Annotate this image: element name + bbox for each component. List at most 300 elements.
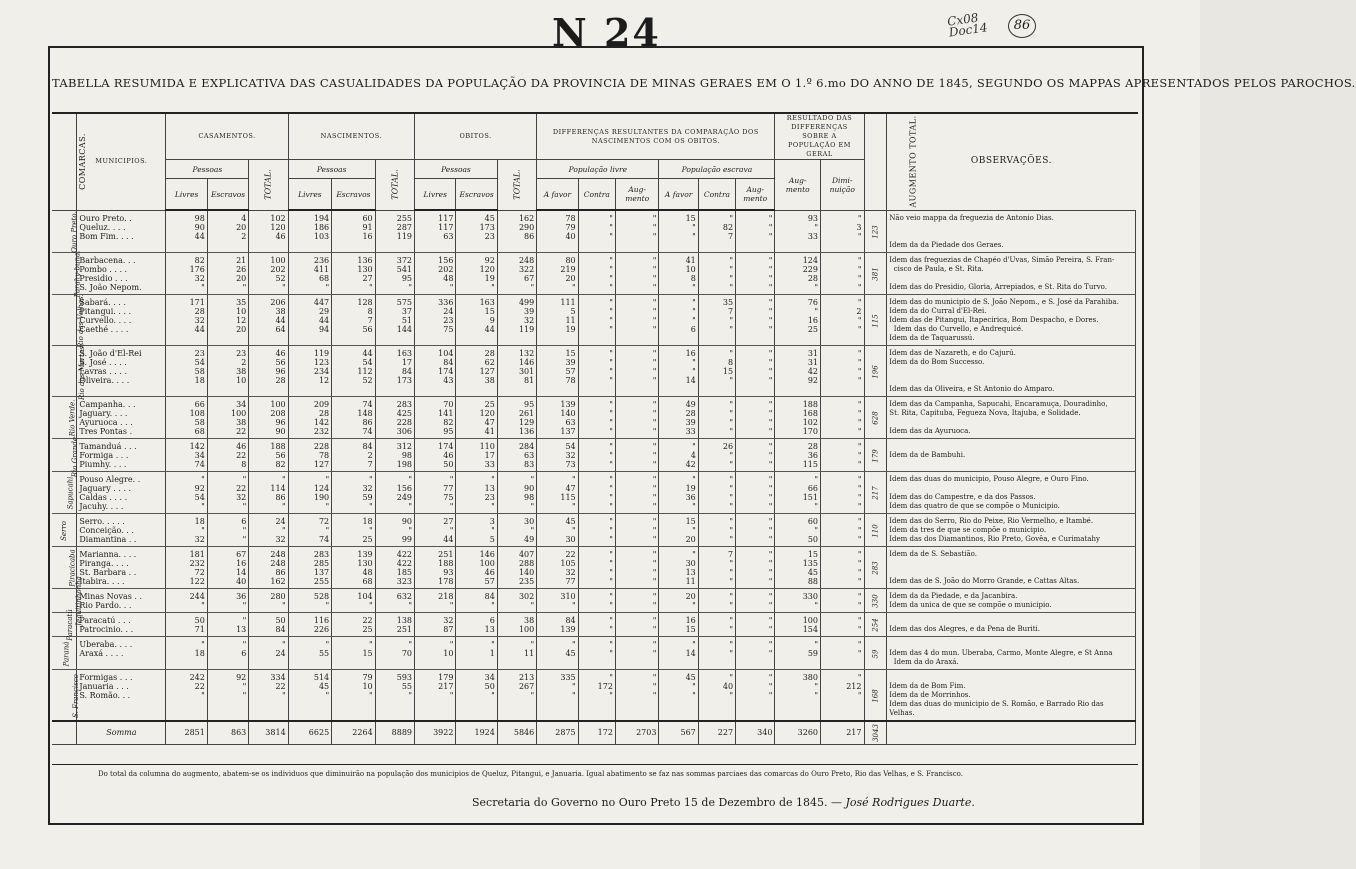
cell-res-diminuicao: " " [821, 588, 865, 612]
header-differencas: DIFFERENÇAS RESULTANTES DA COMPARAÇÃO DOS NASCIMENTOS COM OS OBITOS. [537, 114, 775, 160]
cell-pe-afavor: " 4 42 [659, 438, 698, 471]
cell-pl-afavor: 45 " 30 [537, 513, 578, 546]
cell-nas-livres: 283 285 137 255 [288, 546, 332, 588]
header-nas-escravos: Escravos [332, 179, 376, 211]
cell-nas-livres: 228 78 127 [288, 438, 332, 471]
municipio-list: Tamanduá . . . Formiga . . . Piumhy. . . . [77, 438, 166, 471]
comarca-row [52, 294, 1136, 345]
cell-pl-contra: " " " " [578, 345, 615, 396]
total-res-augmento: 3260 [775, 721, 821, 745]
municipio-list: Pouso Alegre. . Jaguary . . . . Caldas . . . . Jacuhy. . . . [77, 471, 166, 513]
cell-obi-escravos: 3 " 5 [456, 513, 497, 546]
municipio-list: Formigas . . . Januaria . . . S. Romão. . . [77, 669, 166, 721]
cell-pl-contra: " " " [578, 513, 615, 546]
cell-pl-contra: " " " " [578, 252, 615, 294]
cell-nas-escravos: 84 2 7 [332, 438, 376, 471]
cell-pe-augmento: " " " [736, 669, 775, 721]
cell-cas-total: " 24 [249, 636, 288, 669]
cell-observacoes: Idem das do municipio de S. João Nepom., e S. José da Parahiba. Idem da do Curral d'El-Rei. Idem das de Pitangui, Itapecirica, Bom Despacho, e Dores. Idem das do Curvello, e Andrequicé. Idem da de Taquarussú. [887, 294, 1136, 345]
comarca-row [52, 546, 1136, 588]
cell-obi-livres: 117 117 63 [415, 210, 456, 252]
cell-cas-escravos: " 22 32 " [207, 471, 248, 513]
cell-pl-contra: " " [578, 612, 615, 636]
cell-pe-augmento: " " " [736, 210, 775, 252]
cell-cas-livres: 18 " 32 [166, 513, 207, 546]
cell-obi-total: 248 322 67 " [497, 252, 536, 294]
population-table-container [52, 112, 1138, 765]
cell-obi-escravos: 34 50 " [456, 669, 497, 721]
signature-text: Secretaria do Governo no Ouro Preto 15 de Dezembro de 1845. — [472, 796, 842, 809]
header-obi-livres: Livres [415, 179, 456, 211]
cell-augmento-total: 110 [864, 513, 887, 546]
cell-res-diminuicao: " " [821, 636, 865, 669]
cell-nas-escravos: 60 91 16 [332, 210, 376, 252]
cell-nas-livres: 116 226 [288, 612, 332, 636]
municipio-list: Campanha. . . Jaguary. . . . Ayuruoca . . . Tres Pontas . [77, 396, 166, 438]
cell-pe-contra: " " " " [698, 396, 735, 438]
header-populacao-livre: População livre [537, 160, 659, 179]
cell-obi-total: " 90 98 " [497, 471, 536, 513]
cell-pl-augmento: " " " " [615, 294, 659, 345]
total-pe-contra: 227 [698, 721, 735, 745]
cell-obi-livres: 104 84 174 43 [415, 345, 456, 396]
cell-obi-escravos: 84 " [456, 588, 497, 612]
cell-augmento-total: 115 [864, 294, 887, 345]
cell-obi-escravos: 45 173 23 [456, 210, 497, 252]
cell-augmento-total: 628 [864, 396, 887, 438]
cell-nas-escravos: 139 130 48 68 [332, 546, 376, 588]
cell-observacoes: Não veio mappa da freguezia de Antonio Dias. Idem da da Piedade dos Geraes. [887, 210, 1136, 252]
cell-pl-augmento: " " " [615, 210, 659, 252]
header-obi-escravos: Escravos [456, 179, 497, 211]
total-res-diminuicao: 217 [821, 721, 865, 745]
cell-pl-afavor: 15 39 57 78 [537, 345, 578, 396]
header-comarcas: COMARCAS. [52, 114, 77, 210]
cell-pl-contra: " " " " [578, 294, 615, 345]
cell-obi-livres: 27 " 44 [415, 513, 456, 546]
cell-pe-afavor: 45 " " [659, 669, 698, 721]
cell-res-augmento: " 66 151 " [775, 471, 821, 513]
cell-cas-escravos: 67 16 14 40 [207, 546, 248, 588]
cell-pe-afavor: 16 15 [659, 612, 698, 636]
cell-pl-afavor: 78 79 40 [537, 210, 578, 252]
cell-observacoes: Idem das do Serro, Rio do Peixe, Rio Vermelho, e Itambé. Idem da tres de que se compõe o municipio. Idem das dos Diamantinos, Rio Preto, Govêa, e Curimatahy [887, 513, 1136, 546]
cell-nas-total: 90 " 99 [375, 513, 414, 546]
cell-obi-escravos: 28 62 127 38 [456, 345, 497, 396]
cell-pe-augmento: " " " " [736, 294, 775, 345]
comarca-row [52, 210, 1136, 252]
cell-pe-contra: " " " " [698, 252, 735, 294]
cell-pe-augmento: " " " " [736, 345, 775, 396]
totals-spacer [52, 721, 77, 745]
cell-observacoes: Idem das 4 do mun. Uberaba, Carmo, Monte Alegre, e St Anna Idem da do Araxá. [887, 636, 1136, 669]
header-cas-total: TOTAL. [249, 160, 288, 211]
cell-pl-afavor: 310 " [537, 588, 578, 612]
cell-pl-contra: " " " [578, 210, 615, 252]
cell-obi-livres: 70 141 82 95 [415, 396, 456, 438]
comarca-name: Serro [52, 513, 77, 546]
cell-obi-livres: 251 188 93 178 [415, 546, 456, 588]
cell-res-augmento: 188 168 102 170 [775, 396, 821, 438]
cell-nas-total: 312 98 198 [375, 438, 414, 471]
cell-obi-livres: 336 24 23 75 [415, 294, 456, 345]
header-observacoes: OBSERVAÇÕES. [887, 114, 1136, 210]
header-nas-pessoas: Pessoas [288, 160, 375, 179]
cell-obi-escravos: 92 120 19 " [456, 252, 497, 294]
cell-pl-augmento: " " " [615, 438, 659, 471]
cell-res-diminuicao: " 2 " " [821, 294, 865, 345]
municipio-list: Paracatú . . . Patrocinio. . . [77, 612, 166, 636]
cell-pe-contra: " 8 15 " [698, 345, 735, 396]
cell-nas-total: 255 287 119 [375, 210, 414, 252]
cell-pl-afavor: 22 105 32 77 [537, 546, 578, 588]
total-pl-contra: 172 [578, 721, 615, 745]
total-obi-total: 5846 [497, 721, 536, 745]
comarca-row [52, 669, 1136, 721]
cell-nas-escravos: 44 54 112 52 [332, 345, 376, 396]
comarca-row [52, 396, 1136, 438]
cell-pl-augmento: " " " " [615, 252, 659, 294]
cell-obi-escravos: 25 120 47 41 [456, 396, 497, 438]
header-obi-total: TOTAL. [497, 160, 536, 211]
header-obitos: OBITOS. [415, 114, 537, 160]
cell-observacoes: Idem da de Bambuhi. [887, 438, 1136, 471]
cell-cas-livres: 82 176 32 " [166, 252, 207, 294]
comarca-row [52, 588, 1136, 612]
cell-cas-escravos: 35 10 12 20 [207, 294, 248, 345]
cell-cas-escravos: " 13 [207, 612, 248, 636]
cell-res-diminuicao: " " " [821, 513, 865, 546]
cell-pl-augmento: " " " [615, 669, 659, 721]
cell-res-augmento: 28 36 115 [775, 438, 821, 471]
cell-pe-augmento: " " " " [736, 546, 775, 588]
cell-pl-afavor: 84 139 [537, 612, 578, 636]
cell-nas-total: 575 37 51 144 [375, 294, 414, 345]
cell-cas-escravos: 6 " " [207, 513, 248, 546]
cell-pe-augmento: " " " [736, 438, 775, 471]
cell-res-augmento: 124 229 28 " [775, 252, 821, 294]
total-pe-augmento: 340 [736, 721, 775, 745]
cell-pl-augmento: " " " " [615, 345, 659, 396]
cell-pe-contra: " " [698, 588, 735, 612]
cell-cas-total: 50 84 [249, 612, 288, 636]
cell-nas-livres: " 124 190 " [288, 471, 332, 513]
cell-pe-contra: " 82 7 [698, 210, 735, 252]
cell-res-augmento: 380 " " [775, 669, 821, 721]
total-cas-livres: 2851 [166, 721, 207, 745]
cell-pe-augmento: " " " [736, 513, 775, 546]
cell-pl-augmento: " " [615, 636, 659, 669]
cell-pl-afavor: 335 " " [537, 669, 578, 721]
cell-pe-augmento: " " " " [736, 471, 775, 513]
total-obi-escravos: 1924 [456, 721, 497, 745]
cell-pe-afavor: 16 " " 14 [659, 345, 698, 396]
cell-nas-livres: 447 29 44 94 [288, 294, 332, 345]
cell-cas-livres: 98 90 44 [166, 210, 207, 252]
cell-augmento-total: 196 [864, 345, 887, 396]
cell-nas-total: " 70 [375, 636, 414, 669]
comarca-row [52, 612, 1136, 636]
cell-cas-livres: 244 " [166, 588, 207, 612]
cell-cas-total: 188 56 82 [249, 438, 288, 471]
cell-nas-livres: 514 45 " [288, 669, 332, 721]
comarca-name: Rio Grande. [52, 438, 77, 471]
header-res-diminuicao: Dimi- nuição [821, 160, 865, 211]
cell-nas-escravos: 128 8 7 56 [332, 294, 376, 345]
cell-nas-escravos: 74 148 86 74 [332, 396, 376, 438]
cell-observacoes: Idem das freguezias de Chapéo d'Uvas, Simão Pereira, S. Fran- cisco de Paula, e St. Rita. Idem das do Presidio, Gloria, Arrepiados, e St. Rita do Turvo. [887, 252, 1136, 294]
total-pl-augmento: 2703 [615, 721, 659, 745]
cell-nas-livres: 209 28 142 232 [288, 396, 332, 438]
cell-cas-escravos: 92 " " [207, 669, 248, 721]
cell-res-augmento: 15 135 45 88 [775, 546, 821, 588]
comarca-row [52, 438, 1136, 471]
cell-pl-contra: " 172 " [578, 669, 615, 721]
cell-augmento-total: 168 [864, 669, 887, 721]
cell-nas-total: 422 422 185 323 [375, 546, 414, 588]
comarca-name: Rio das Velhas. [52, 294, 77, 345]
cell-obi-livres: " 77 75 " [415, 471, 456, 513]
municipio-list: Serro. . . . . Conceição. . . Diamantina . . [77, 513, 166, 546]
cell-obi-total: 302 " [497, 588, 536, 612]
cell-nas-escravos: 104 " [332, 588, 376, 612]
total-pl-afavor: 2875 [537, 721, 578, 745]
cell-cas-livres: 23 54 58 18 [166, 345, 207, 396]
cell-observacoes: Idem das duas do municipio, Pouso Alegre, e Ouro Fino. Idem das do Campestre, e da dos Passos. Idem das quatro de que se compõe o Municipio. [887, 471, 1136, 513]
circled-page-number: 86 [1008, 14, 1036, 38]
comarca-name: Jequitinhonha [52, 588, 77, 612]
comarca-name: Paraná [52, 636, 77, 669]
cell-observacoes: Idem das de Nazareth, e do Cajurú. Idem da do Bom Successo. Idem das da Oliveira, e St Antonio do Amparo. [887, 345, 1136, 396]
cell-observacoes: Idem da de S. Sebastião. Idem das de S. João do Morro Grande, e Cattas Altas. [887, 546, 1136, 588]
cell-res-diminuicao: " " " " [821, 471, 865, 513]
cell-augmento-total: 330 [864, 588, 887, 612]
cell-obi-total: 499 39 32 119 [497, 294, 536, 345]
cell-obi-livres: 179 217 " [415, 669, 456, 721]
cell-cas-livres: 242 22 " [166, 669, 207, 721]
cell-nas-livres: " 55 [288, 636, 332, 669]
header-cas-livres: Livres [166, 179, 207, 211]
comarca-row [52, 471, 1136, 513]
cell-pl-contra: " " [578, 636, 615, 669]
cell-res-augmento: " 59 [775, 636, 821, 669]
cell-pe-afavor: 20 " [659, 588, 698, 612]
cell-pl-augmento: " " [615, 612, 659, 636]
header-cas-pessoas: Pessoas [166, 160, 249, 179]
cell-pl-augmento: " " " " [615, 546, 659, 588]
cell-augmento-total: 217 [864, 471, 887, 513]
header-pe-augmento: Aug- mento [736, 179, 775, 211]
cell-cas-livres: " 92 54 " [166, 471, 207, 513]
cell-obi-total: 213 267 " [497, 669, 536, 721]
cell-nas-escravos: " 15 [332, 636, 376, 669]
totals-label: Somma [77, 721, 166, 745]
header-nascimentos: NASCIMENTOS. [288, 114, 414, 160]
cell-nas-livres: 194 186 103 [288, 210, 332, 252]
cell-pe-augmento: " " [736, 636, 775, 669]
cell-pl-augmento: " " " " [615, 396, 659, 438]
header-pl-afavor: A favor [537, 179, 578, 211]
cell-cas-livres: 181 232 72 122 [166, 546, 207, 588]
cell-res-diminuicao: " 3 " [821, 210, 865, 252]
cell-res-augmento: 330 " [775, 588, 821, 612]
municipio-list: Barbacena. . . Pombo . . . . Presidio . . . S. João Nepom. [77, 252, 166, 294]
cell-res-diminuicao: " 212 " [821, 669, 865, 721]
cell-obi-total: 132 146 301 81 [497, 345, 536, 396]
cell-pe-afavor: " " " 6 [659, 294, 698, 345]
cell-res-diminuicao: " " " " [821, 252, 865, 294]
cell-augmento-total: 179 [864, 438, 887, 471]
cell-cas-total: 46 56 96 28 [249, 345, 288, 396]
header-resultado: RESULTADO DAS DIFFERENÇAS SOBRE A POPULAÇÃO EM GERAL [775, 114, 864, 160]
cell-obi-total: 407 288 140 235 [497, 546, 536, 588]
comarca-name: Paracatú [52, 612, 77, 636]
cell-pl-augmento: " " [615, 588, 659, 612]
cell-res-augmento: 31 31 42 92 [775, 345, 821, 396]
municipio-list: Ouro Preto. . Queluz. . . . Bom Fim. . . . [77, 210, 166, 252]
cell-pe-contra: " " " " [698, 471, 735, 513]
municipio-list: Marianna. . . . Piranga. . . . St. Barbara . . Itabira. . . . [77, 546, 166, 588]
header-augmento-total: AUGMENTO TOTAL. [864, 114, 887, 210]
total-pe-afavor: 567 [659, 721, 698, 745]
cell-res-diminuicao: " " " " [821, 396, 865, 438]
cell-obi-escravos: 110 17 33 [456, 438, 497, 471]
cell-res-diminuicao: " " [821, 612, 865, 636]
cell-pe-contra: " " " [698, 513, 735, 546]
cell-observacoes: Idem das dos Alegres, e da Pena de Buriti. [887, 612, 1136, 636]
cell-nas-livres: 72 " 74 [288, 513, 332, 546]
signature-name: José Rodrigues Duarte. [845, 796, 975, 809]
cell-pe-afavor: 49 28 39 33 [659, 396, 698, 438]
cell-nas-total: 372 541 95 " [375, 252, 414, 294]
cell-pe-afavor: " 19 36 " [659, 471, 698, 513]
cell-cas-total: " 114 86 " [249, 471, 288, 513]
header-municipios: MUNICIPIOS. [77, 114, 166, 210]
total-obi-livres: 3922 [415, 721, 456, 745]
cell-augmento-total: 381 [864, 252, 887, 294]
cell-cas-livres: 66 108 58 68 [166, 396, 207, 438]
cell-res-augmento: 60 " 50 [775, 513, 821, 546]
header-nas-total: TOTAL. [375, 160, 414, 211]
cell-obi-livres: 174 46 50 [415, 438, 456, 471]
cell-pl-augmento: " " " " [615, 471, 659, 513]
cell-pl-afavor: 111 5 11 19 [537, 294, 578, 345]
cell-obi-escravos: 6 13 [456, 612, 497, 636]
header-res-augmento: Aug- mento [775, 160, 821, 211]
cell-cas-escravos: 23 2 38 10 [207, 345, 248, 396]
cell-nas-escravos: 79 10 " [332, 669, 376, 721]
comarca-row [52, 636, 1136, 669]
cell-nas-livres: 119 123 234 12 [288, 345, 332, 396]
cell-res-augmento: 93 " 33 [775, 210, 821, 252]
cell-obi-total: 38 100 [497, 612, 536, 636]
municipio-list: S. João d'El-Rei S. José . . . . Lavras . . . . Oliveira. . . . [77, 345, 166, 396]
comarca-name: Ouro Preto. [52, 210, 77, 252]
cell-nas-escravos: 22 25 [332, 612, 376, 636]
cell-pe-afavor: 41 10 8 " [659, 252, 698, 294]
archive-note: Cx08 Doc14 [946, 10, 989, 40]
cell-pe-afavor: " 14 [659, 636, 698, 669]
document-title: TABELLA RESUMIDA E EXPLICATIVA DAS CASUALIDADES DA POPULAÇÃO DA PROVINCIA DE MINAS GERAES EM O 1.º 6.mo DO ANNO DE 1845, SEGUNDO OS MAPPAS APRESENTADOS PELOS PAROCHOS. [52, 76, 1356, 90]
population-table [52, 114, 1136, 745]
cell-pl-afavor: 139 140 63 137 [537, 396, 578, 438]
total-cas-total: 3814 [249, 721, 288, 745]
cell-pl-contra: " " " " [578, 396, 615, 438]
header-casamentos: CASAMENTOS. [166, 114, 288, 160]
cell-obi-livres: " 10 [415, 636, 456, 669]
cell-augmento-total: 123 [864, 210, 887, 252]
cell-cas-total: 334 22 " [249, 669, 288, 721]
cell-cas-total: 100 202 52 " [249, 252, 288, 294]
comarca-row [52, 345, 1136, 396]
cell-pe-contra: " 40 " [698, 669, 735, 721]
cell-pl-afavor: 80 219 20 " [537, 252, 578, 294]
header-populacao-escrava: População escrava [659, 160, 775, 179]
comarca-name: Piracicaba [52, 546, 77, 588]
cell-nas-total: 593 55 " [375, 669, 414, 721]
cell-res-diminuicao: " " " " [821, 345, 865, 396]
cell-obi-total: 95 261 129 136 [497, 396, 536, 438]
cell-res-augmento: 100 154 [775, 612, 821, 636]
cell-cas-total: 248 248 86 162 [249, 546, 288, 588]
cell-pe-contra: " " [698, 612, 735, 636]
cell-cas-livres: 171 28 32 44 [166, 294, 207, 345]
cell-pe-afavor: 15 " " [659, 210, 698, 252]
cell-nas-escravos: 18 " 25 [332, 513, 376, 546]
totals-row [52, 721, 1136, 745]
header-pe-contra: Contra [698, 179, 735, 211]
cell-observacoes: Idem da da Piedade, e da Jacanbira. Idem da unica de que se compõe o municipio. [887, 588, 1136, 612]
cell-pl-afavor: 54 32 73 [537, 438, 578, 471]
cell-pl-contra: " " [578, 588, 615, 612]
cell-pl-contra: " " " [578, 438, 615, 471]
cell-obi-livres: 218 " [415, 588, 456, 612]
cell-pl-afavor: " 47 115 " [537, 471, 578, 513]
header-obi-pessoas: Pessoas [415, 160, 498, 179]
footnote: Do total da columna do augmento, abatem-se os individuos que diminuirão na população dos municipios de Queluz, Pitangui, e Januaria. Igual abatimento se faz nas sommas parciaes das comarcas do Ouro Preto, Rio das Velhas, e S. Francisco. [98, 770, 963, 778]
header-nas-livres: Livres [288, 179, 332, 211]
cell-obi-escravos: 163 15 9 44 [456, 294, 497, 345]
municipio-list: Uberaba. . . . Araxá . . . . [77, 636, 166, 669]
cell-obi-escravos: " 1 [456, 636, 497, 669]
comarca-name: Sapucahi [52, 471, 77, 513]
comarca-row [52, 252, 1136, 294]
cell-pe-contra: " " [698, 636, 735, 669]
cell-nas-livres: 528 " [288, 588, 332, 612]
cell-cas-total: 102 120 46 [249, 210, 288, 252]
cell-cas-livres: 50 71 [166, 612, 207, 636]
comarca-name: Rio das Mortes. [52, 345, 77, 396]
total-cas-escravos: 863 [207, 721, 248, 745]
cell-cas-escravos: 46 22 8 [207, 438, 248, 471]
totals-observacoes-empty [887, 721, 1136, 745]
cell-cas-escravos: 21 26 20 " [207, 252, 248, 294]
cell-pe-augmento: " " " " [736, 252, 775, 294]
cell-res-diminuicao: " " " [821, 438, 865, 471]
cell-cas-livres: " 18 [166, 636, 207, 669]
cell-pl-afavor: " 45 [537, 636, 578, 669]
cell-cas-livres: 142 34 74 [166, 438, 207, 471]
comarca-name: S. Francisco [52, 669, 77, 721]
cell-obi-total: 30 " 49 [497, 513, 536, 546]
signature-line [472, 796, 975, 809]
cell-cas-escravos: 36 " [207, 588, 248, 612]
cell-cas-total: 206 38 44 64 [249, 294, 288, 345]
total-augmento-total: 3043 [864, 721, 887, 745]
header-pl-contra: Contra [578, 179, 615, 211]
cell-observacoes: Idem das da Campanha, Sapucahi, Encaramuça, Douradinho, St. Rita, Capituba, Fegueza Nova, Itajuba, e Solidade. Idem das da Ayuruoca. [887, 396, 1136, 438]
header-pe-afavor: A favor [659, 179, 698, 211]
